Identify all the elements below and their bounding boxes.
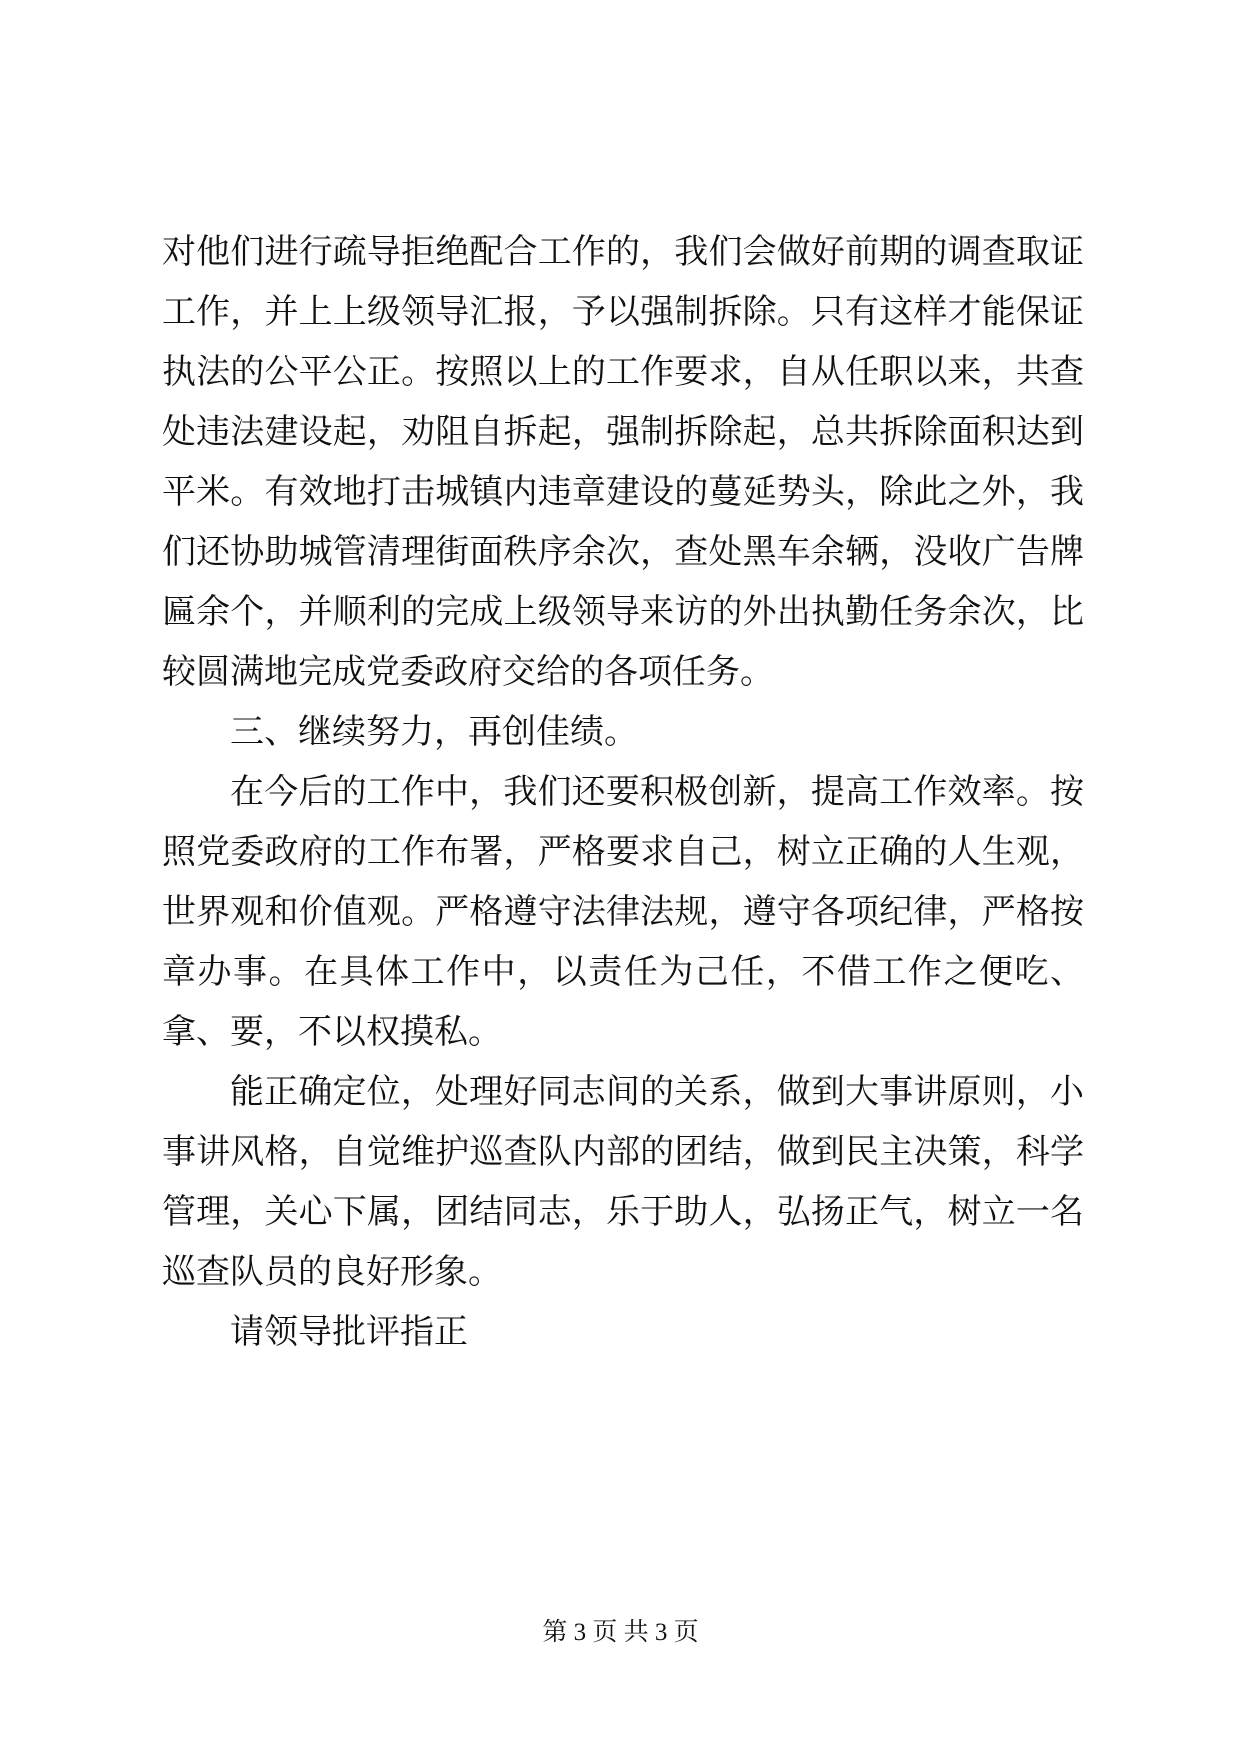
closing-line: 请领导批评指正 — [230, 1312, 468, 1352]
paragraph-2: 在今后的工作中，我们还要积极创新，提高工作效率。按照党委政府的工作布署，严格要求自己，树立正确的人生观，世界观和价值观。严格遵守法律法规，遵守各项纪律，严格按章办事。在具体工作中，以责任为己任，不借工作之便吃、拿、要，不以权摸私。 — [162, 772, 1084, 1052]
page-footer: 第 3 页 共 3 页 — [542, 1619, 699, 1646]
paragraph-1: 对他们进行疏导拒绝配合工作的，我们会做好前期的调查取证工作，并上上级领导汇报，予以强制拆除。只有这样才能保证执法的公平公正。按照以上的工作要求，自从任职以来，共查处违法建设起，劝阻自拆起，强制拆除起，总共拆除面积达到平米。有效地打击城镇内违章建设的蔓延势头，除此之外，我们还协助城管清理街面秩序余次，查处黑车余辆，没收广告牌匾余个，并顺利的完成上级领导来访的外出执勤任务余次，比较圆满地完成党委政府交给的各项任务。 — [162, 232, 1084, 692]
document-body — [162, 222, 1084, 1362]
paragraph-3: 能正确定位，处理好同志间的关系，做到大事讲原则，小事讲风格，自觉维护巡查队内部的团结，做到民主决策，科学管理，关心下属，团结同志，乐于助人，弘扬正气，树立一名巡查队员的良好形象。 — [162, 1072, 1084, 1292]
section-heading: 三、继续努力，再创佳绩。 — [230, 712, 638, 752]
